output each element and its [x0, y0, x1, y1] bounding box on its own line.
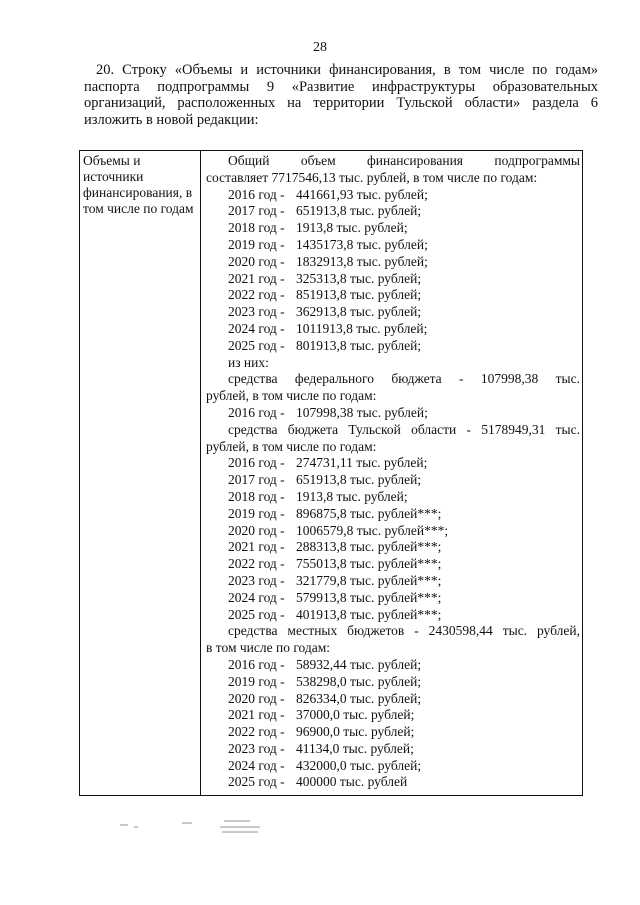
regional-year-row	[206, 489, 580, 506]
total-by-year-list	[206, 187, 580, 355]
total-year-row	[206, 203, 580, 220]
regional-line: рублей, в том числе по годам:	[206, 438, 377, 454]
regional-year-row	[206, 590, 580, 607]
regional-year-row	[206, 455, 580, 472]
year-label: 2022 год -	[228, 287, 285, 303]
year-label: 2017 год -	[228, 472, 285, 488]
total-year-row	[206, 321, 580, 338]
column-divider	[200, 151, 201, 795]
total-year-row	[206, 338, 580, 355]
year-label: 2018 год -	[228, 220, 285, 236]
total-year-row	[206, 287, 580, 304]
year-amount: 1913,8 тыс. рублей;	[296, 488, 408, 504]
year-label: 2023 год -	[228, 572, 285, 588]
year-amount: 288313,8 тыс. рублей***;	[296, 539, 442, 555]
intro-line: организаций, расположенных на территории Тульской области» раздела 6	[84, 95, 598, 111]
regional-line: средства бюджета Тульской области - 5178949,31 тыс.	[228, 421, 580, 437]
year-amount: 651913,8 тыс. рублей;	[296, 203, 422, 219]
year-label: 2016 год -	[228, 404, 285, 420]
year-label: 2025 год -	[228, 606, 285, 622]
financing-details-cell	[206, 153, 580, 791]
total-year-row	[206, 304, 580, 321]
year-label: 2020 год -	[228, 253, 285, 269]
total-line: Общий объем финансирования подпрограммы	[228, 153, 580, 168]
local-line: средства местных бюджетов - 2430598,44 тыс. рублей,	[228, 623, 580, 639]
total-year-row	[206, 271, 580, 288]
local-line: в том числе по годам:	[206, 640, 331, 656]
year-amount: 41134,0 тыс. рублей;	[296, 740, 414, 756]
local-year-row	[206, 707, 580, 724]
year-label: 2025 год -	[228, 337, 285, 353]
year-label: 2024 год -	[228, 589, 285, 605]
federal-by-year-list	[206, 405, 580, 422]
federal-year-row	[206, 405, 580, 422]
year-amount: 96900,0 тыс. рублей;	[296, 724, 415, 740]
intro-line: изложить в новой редакции:	[84, 111, 259, 128]
local-by-year-list	[206, 657, 580, 791]
year-label: 2016 год -	[228, 656, 285, 672]
year-amount: 651913,8 тыс. рублей;	[296, 472, 422, 488]
regional-year-row	[206, 556, 580, 573]
year-label: 2023 год -	[228, 740, 285, 756]
local-year-row	[206, 674, 580, 691]
year-label: 2019 год -	[228, 505, 285, 521]
year-amount: 58932,44 тыс. рублей;	[296, 656, 422, 672]
year-label: 2024 год -	[228, 320, 285, 336]
year-label: 2020 год -	[228, 522, 285, 538]
year-amount: 579913,8 тыс. рублей***;	[296, 589, 442, 605]
year-amount: 1913,8 тыс. рублей;	[296, 220, 408, 236]
regional-by-year-list	[206, 455, 580, 623]
federal-line: рублей, в том числе по годам:	[206, 388, 377, 404]
year-amount: 801913,8 тыс. рублей;	[296, 337, 422, 353]
year-label: 2016 год -	[228, 455, 285, 471]
year-label: 2016 год -	[228, 186, 285, 202]
page-number: 28	[313, 40, 327, 55]
of-which-label: из них:	[228, 354, 269, 370]
regional-year-row	[206, 506, 580, 523]
local-year-row	[206, 774, 580, 791]
intro-paragraph	[84, 62, 598, 128]
intro-line: паспорта подпрограммы 9 «Развитие инфраструктуры образовательных	[84, 78, 598, 95]
year-amount: 321779,8 тыс. рублей***;	[296, 572, 442, 588]
year-amount: 107998,38 тыс. рублей;	[296, 404, 428, 420]
regional-year-row	[206, 573, 580, 590]
local-year-row	[206, 758, 580, 775]
year-label: 2024 год -	[228, 757, 285, 773]
year-amount: 851913,8 тыс. рублей;	[296, 287, 422, 303]
year-amount: 37000,0 тыс. рублей;	[296, 707, 415, 723]
faint-stamp-mark	[120, 820, 280, 834]
local-year-row	[206, 657, 580, 674]
total-year-row	[206, 220, 580, 237]
year-amount: 441661,93 тыс. рублей;	[296, 186, 428, 202]
local-year-row	[206, 724, 580, 741]
year-amount: 1435173,8 тыс. рублей;	[296, 236, 428, 252]
year-amount: 826334,0 тыс. рублей;	[296, 690, 422, 706]
local-year-row	[206, 691, 580, 708]
federal-line: средства федерального бюджета - 107998,38 тыс.	[228, 371, 580, 387]
year-label: 2017 год -	[228, 203, 285, 219]
year-amount: 362913,8 тыс. рублей;	[296, 304, 422, 320]
total-year-row	[206, 254, 580, 271]
year-label: 2020 год -	[228, 690, 285, 706]
intro-line: 20. Строку «Объемы и источники финансирования, в том числе по годам»	[96, 62, 598, 78]
year-amount: 1006579,8 тыс. рублей***;	[296, 522, 449, 538]
year-label: 2021 год -	[228, 270, 285, 286]
regional-year-row	[206, 523, 580, 540]
year-label: 2025 год -	[228, 774, 285, 790]
total-year-row	[206, 237, 580, 254]
year-label: 2019 год -	[228, 673, 285, 689]
year-amount: 400000 тыс. рублей	[296, 774, 408, 790]
year-label: 2022 год -	[228, 724, 285, 740]
passport-table	[79, 150, 583, 796]
year-amount: 755013,8 тыс. рублей***;	[296, 556, 442, 572]
year-label: 2021 год -	[228, 539, 285, 555]
row-label-cell: Объемы и источники финансирования, в том числе по годам	[83, 153, 194, 216]
regional-year-row	[206, 539, 580, 556]
year-label: 2018 год -	[228, 488, 285, 504]
year-amount: 538298,0 тыс. рублей;	[296, 673, 422, 689]
regional-year-row	[206, 472, 580, 489]
year-label: 2023 год -	[228, 304, 285, 320]
regional-year-row	[206, 607, 580, 624]
year-amount: 325313,8 тыс. рублей;	[296, 270, 422, 286]
year-amount: 274731,11 тыс. рублей;	[296, 455, 428, 471]
year-label: 2021 год -	[228, 707, 285, 723]
year-label: 2019 год -	[228, 236, 285, 252]
year-amount: 432000,0 тыс. рублей;	[296, 757, 422, 773]
year-amount: 401913,8 тыс. рублей***;	[296, 606, 442, 622]
local-year-row	[206, 741, 580, 758]
total-line: составляет 7717546,13 тыс. рублей, в том числе по годам:	[206, 169, 538, 185]
year-amount: 1011913,8 тыс. рублей;	[296, 320, 428, 336]
year-label: 2022 год -	[228, 556, 285, 572]
year-amount: 896875,8 тыс. рублей***;	[296, 505, 442, 521]
total-year-row	[206, 187, 580, 204]
year-amount: 1832913,8 тыс. рублей;	[296, 253, 428, 269]
